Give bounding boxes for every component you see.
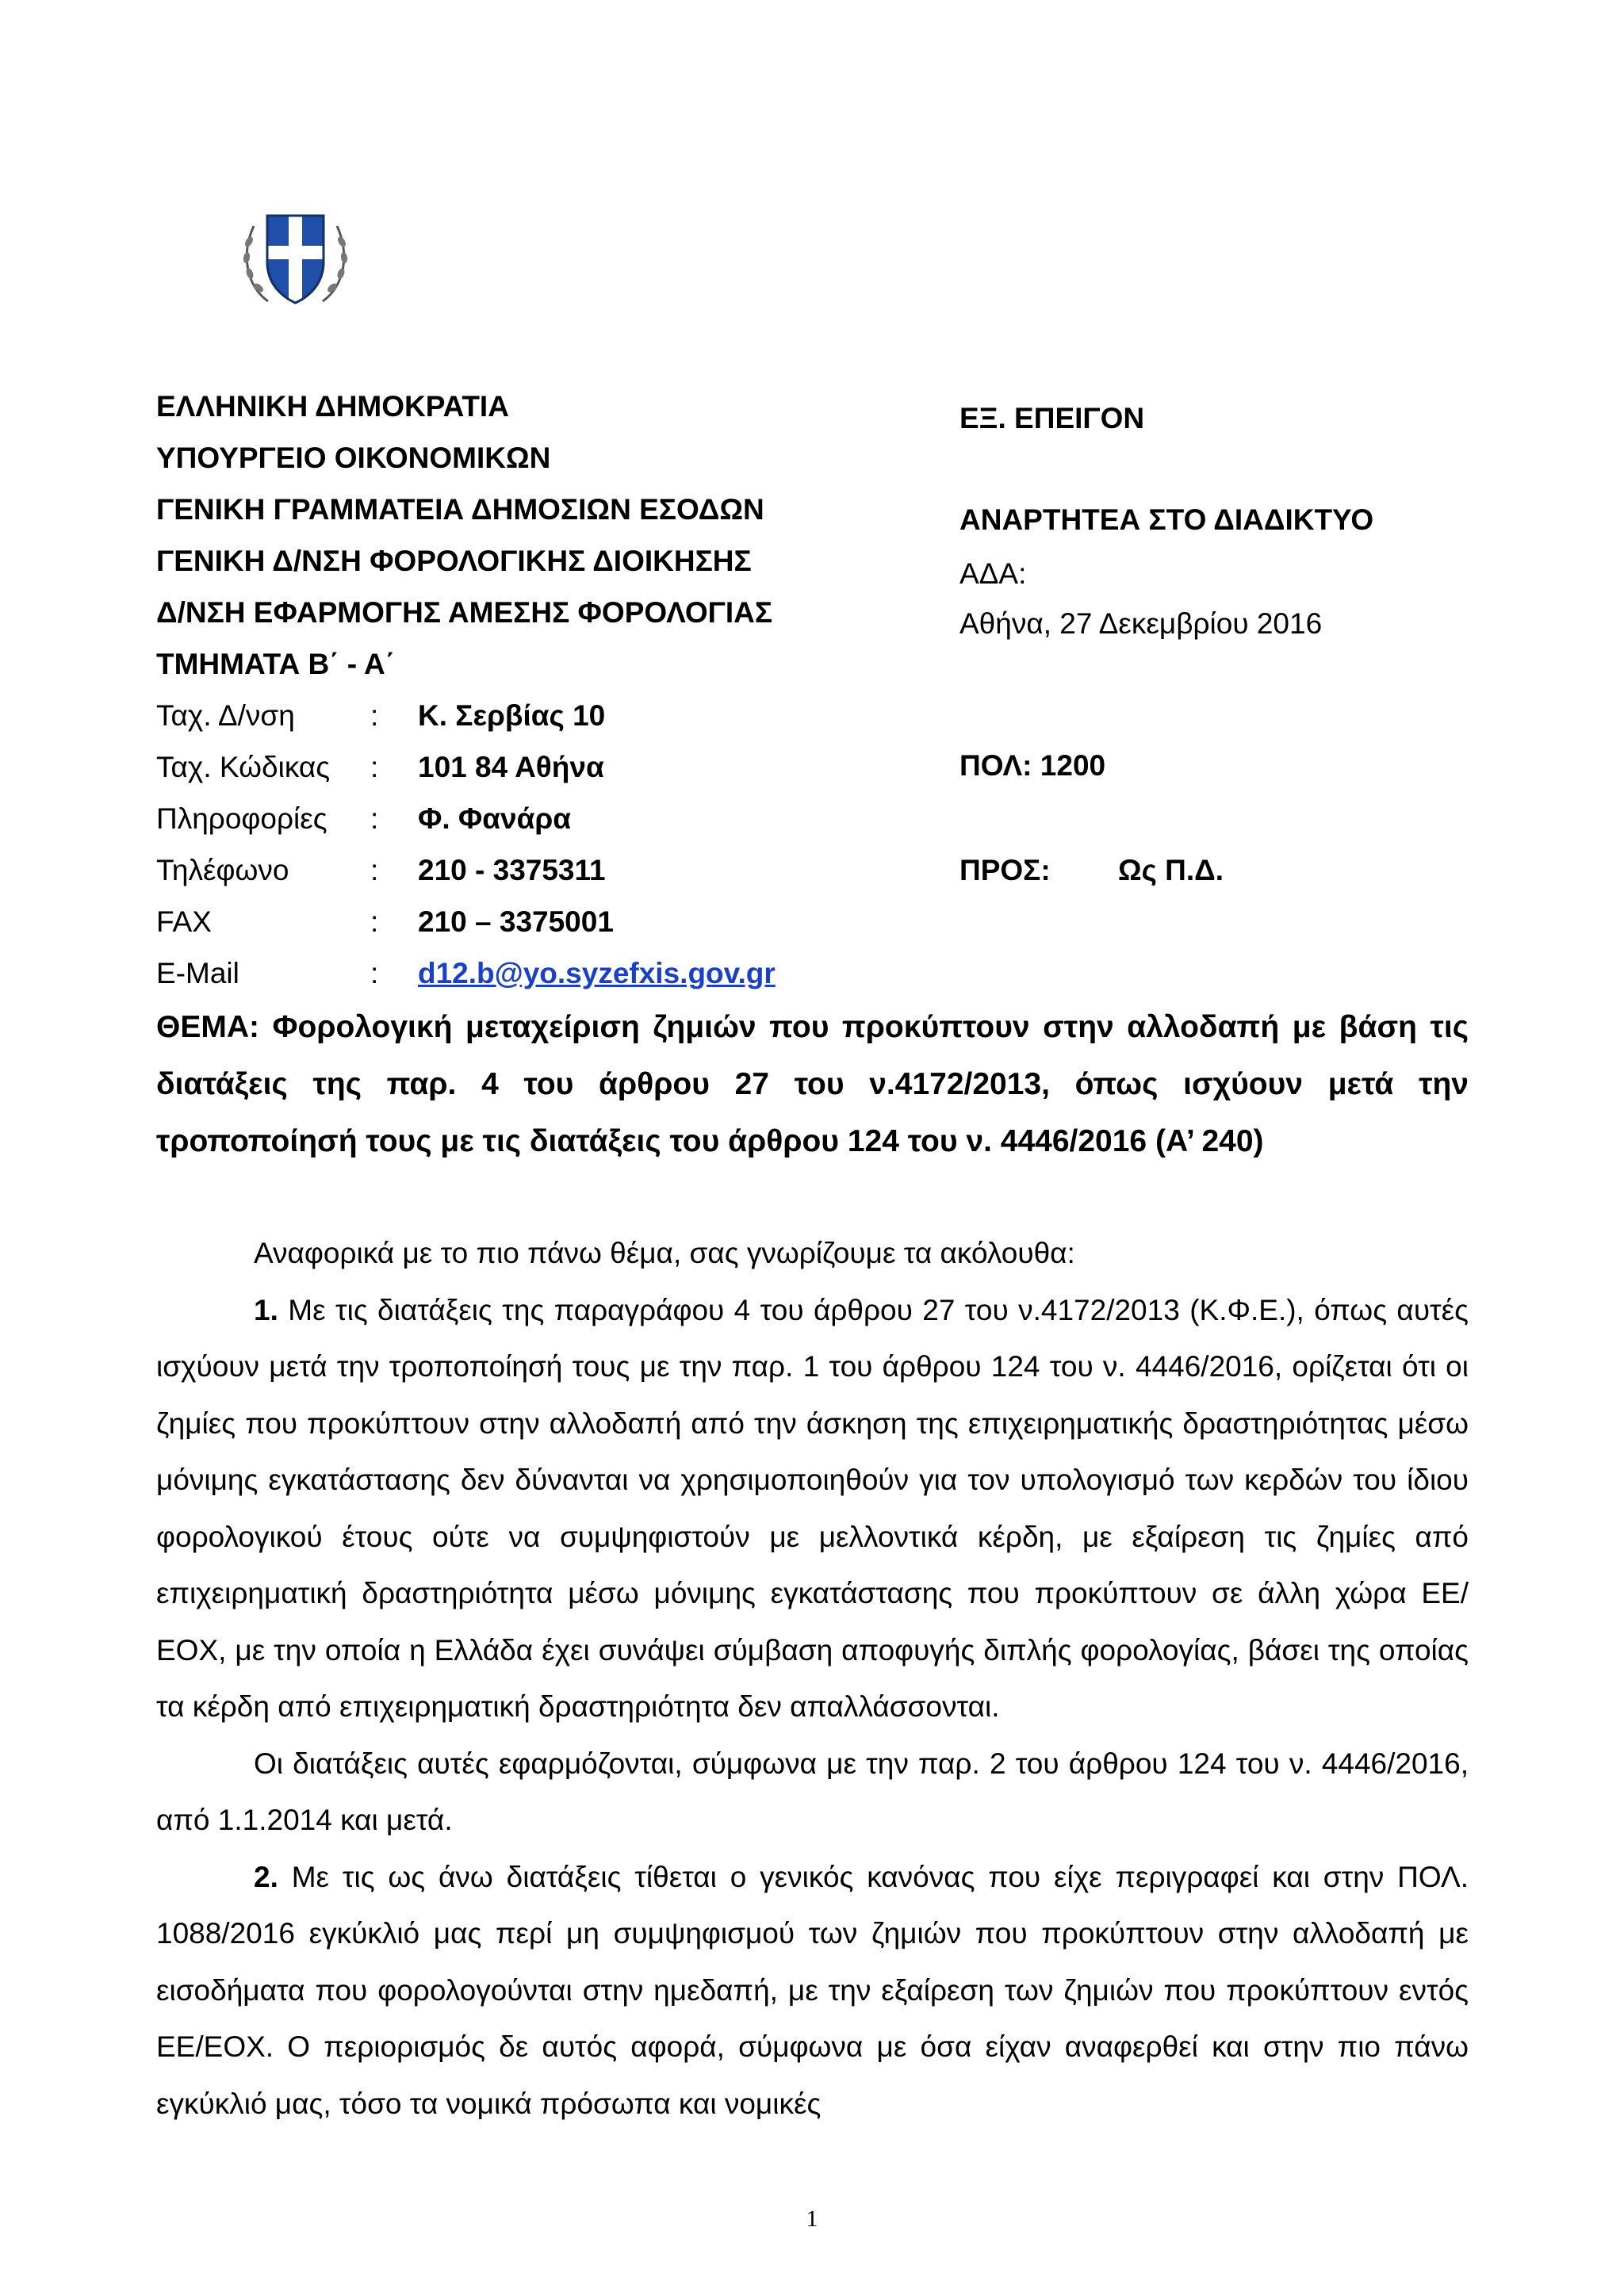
contact-label: Πληροφορίες xyxy=(156,802,327,835)
contact-label: FAX xyxy=(156,905,212,938)
contact-value: 210 – 3375001 xyxy=(418,905,614,938)
subject-heading: ΘΕΜΑ: Φορολογική μεταχείριση ζημιών που προκύπτουν στην αλλοδαπή με βάση τις διατάξεις της παρ. 4 του άρθρου 27 του ν.4172/2013, όπως ισχύουν μετά την τροποποίησή τους με τις διατάξεις του άρθρου 124 του ν. 4446/2016 (Α’ 240) xyxy=(156,1010,1469,1158)
urgency-label: ΕΞ. ΕΠΕΙΓΟΝ xyxy=(959,402,1145,434)
contact-label: Ταχ. Κώδικας xyxy=(156,750,331,783)
pol-number: ΠΟΛ: 1200 xyxy=(959,749,1106,782)
contact-label: Τηλέφωνο xyxy=(156,853,289,886)
contact-value: Φ. Φανάρα xyxy=(418,802,572,835)
paragraph-1b: Οι διατάξεις αυτές εφαρμόζονται, σύμφωνα με την παρ. 2 του άρθρου 124 του ν. 4446/2016, από 1.1.2014 και μετά. xyxy=(156,1747,1469,1836)
contact-row xyxy=(156,947,776,999)
authority-line: ΓΕΝΙΚΗ ΓΡΑΜΜΑΤΕΙΑ ΔΗΜΟΣΙΩΝ ΕΣΟΔΩΝ xyxy=(156,493,764,526)
contact-value: 101 84 Αθήνα xyxy=(418,750,604,783)
ada-label: ΑΔΑ: xyxy=(959,557,1027,590)
contact-colon: : xyxy=(370,698,379,732)
contact-details xyxy=(156,690,776,999)
contact-colon: : xyxy=(370,802,379,835)
contact-value: 210 - 3375311 xyxy=(418,853,606,886)
contact-colon: : xyxy=(370,905,379,938)
contact-row xyxy=(156,741,776,793)
authority-line: ΕΛΛΗΝΙΚΗ ΔΗΜΟΚΡΑΤΙΑ xyxy=(156,390,509,423)
contact-label: E-Mail xyxy=(156,956,239,989)
paragraph-text: Με τις διατάξεις της παραγράφου 4 του άρθρου 27 του ν.4172/2013 (Κ.Φ.Ε.), όπως αυτές ισχύουν μετά την τροποποίησή τους με την παρ. 1 του άρθρου 124 του ν. 4446/2016, ορίζεται ότι οι ζημίες που προκύπτουν στην αλλοδαπή από την άσκηση της επιχειρηματικής δραστηριότητας μέσω μόνιμης εγκατάστασης δεν δύνανται να χρησιμοποιηθούν για τον υπολογισμό των κερδών του ίδιου φορολογικού έτους ούτε να συμψηφιστούν με μελλοντικά κέρδη, με εξαίρεση τις ζημίες από επιχειρηματική δραστηριότητα μέσω μόνιμης εγκατάστασης που προκύπτουν σε άλλη χώρα ΕΕ/ΕΟΧ, με την οποία η Ελλάδα έχει συνάψει σύμβαση αποφυγής διπλής φορολογίας, βάσει της οποίας τα κέρδη από επιχειρηματική δραστηριότητα δεν απαλλάσσονται. xyxy=(156,1293,1469,1723)
publish-label: ΑΝΑΡΤΗΤΕΑ ΣΤΟ ΔΙΑΔΙΚΤΥΟ xyxy=(959,503,1374,536)
contact-colon: : xyxy=(370,750,379,783)
intro-paragraph: Αναφορικά με το πιο πάνω θέμα, σας γνωρίζουμε τα ακόλουθα: xyxy=(254,1237,1075,1269)
greek-coat-of-arms-icon xyxy=(238,198,353,313)
contact-row xyxy=(156,844,776,896)
authority-line: ΓΕΝΙΚΗ Δ/ΝΣΗ ΦΟΡΟΛΟΓΙΚΗΣ ΔΙΟΙΚΗΣΗΣ xyxy=(156,545,752,577)
recipient-label: ΠΡΟΣ: xyxy=(959,854,1051,886)
contact-value: Κ. Σερβίας 10 xyxy=(418,698,606,732)
contact-label: Ταχ. Δ/νση xyxy=(156,698,295,732)
authority-line: ΥΠΟΥΡΓΕΙΟ ΟΙΚΟΝΟΜΙΚΩΝ xyxy=(156,442,551,474)
authority-line: ΤΜΗΜΑΤΑ Β΄ - Α΄ xyxy=(156,648,396,680)
paragraph-2 xyxy=(156,1849,1469,2133)
document-body xyxy=(156,1225,1469,2132)
page-number: 1 xyxy=(806,2206,818,2232)
paragraph-1 xyxy=(156,1282,1469,1735)
contact-row xyxy=(156,896,776,947)
issuing-authority xyxy=(156,381,772,690)
email-link[interactable]: d12.b@yo.syzefxis.gov.gr xyxy=(418,956,776,989)
contact-colon: : xyxy=(370,853,379,886)
contact-colon: : xyxy=(370,956,379,989)
paragraph-number: 1. xyxy=(254,1293,278,1326)
paragraph-text: Με τις ως άνω διατάξεις τίθεται ο γενικός κανόνας που είχε περιγραφεί και στην ΠΟΛ. 1088/2016 εγκύκλιό μας περί μη συμψηφισμού των ζημιών που προκύπτουν στην αλλοδαπή με εισοδήματα που φορολογούνται στην ημεδαπή, με την εξαίρεση των ζημιών που προκύπτουν εντός ΕΕ/ΕΟΧ. Ο περιορισμός δε αυτός αφορά, σύμφωνα με όσα είχαν αναφερθεί και στην πιο πάνω εγκύκλιό μας, τόσο τα νομικά πρόσωπα και νομικές xyxy=(156,1860,1469,2120)
contact-row xyxy=(156,690,776,741)
recipient-value: Ως Π.Δ. xyxy=(1118,854,1224,886)
document-date: Αθήνα, 27 Δεκεμβρίου 2016 xyxy=(959,607,1323,640)
paragraph-number: 2. xyxy=(254,1860,278,1893)
contact-row xyxy=(156,793,776,844)
authority-line: Δ/ΝΣΗ ΕΦΑΡΜΟΓΗΣ ΑΜΕΣΗΣ ΦΟΡΟΛΟΓΙΑΣ xyxy=(156,596,773,629)
